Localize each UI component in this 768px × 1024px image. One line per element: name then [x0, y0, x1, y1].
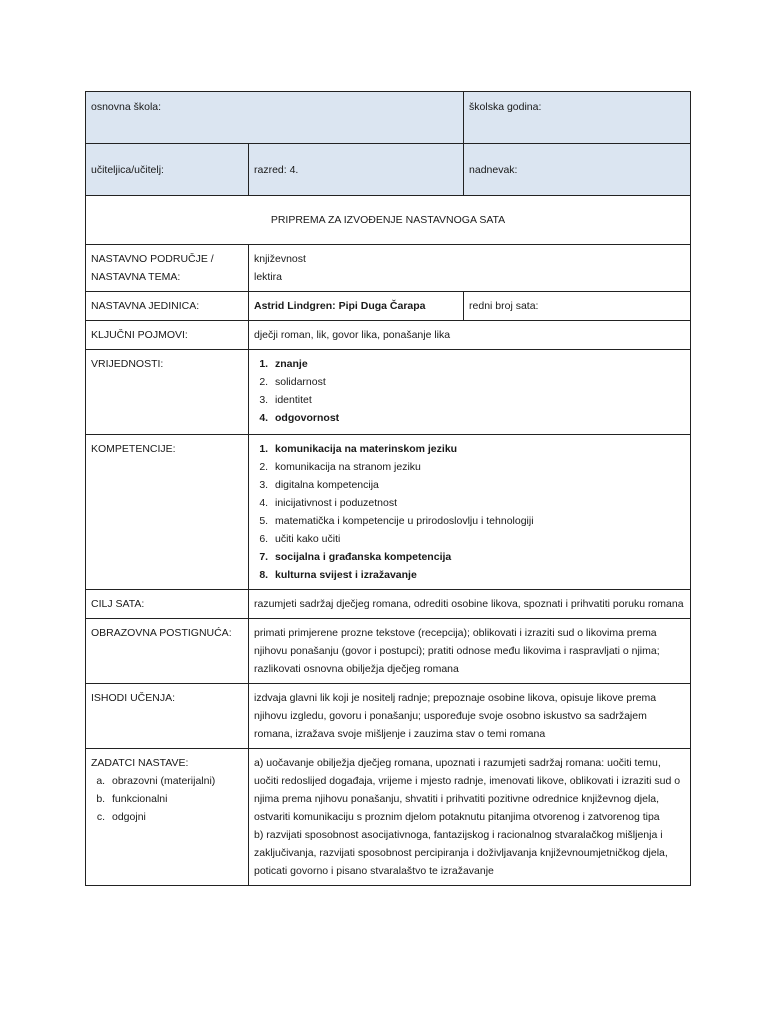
competences-list [254, 440, 685, 584]
tasks-value-a: a) uočavanje obilježja dječjeg romana, upoznati i razumjeti sadržaj romana: uočiti temu, uočiti redoslijed događaja, vrijeme i mjesto radnje, imenovati likove, oblikovati i izraziti sud o njima prema njihovu ponašanju, shvatiti i prihvatiti pozitivne odrednice književnog djela, ostvariti komunikaciju s proznim djelom potaknutu pitanjima otvorenog i zatvorenog tipa [254, 757, 681, 823]
school-label: osnovna škola: [91, 101, 162, 113]
date-cell [464, 144, 691, 196]
outcomes-value: izdvaja glavni lik koji je nositelj radnje; prepoznaje osobine likova, opisuje likove prema njihovu izgledu, govoru i ponašanju; uspoređuje svoje osobno iskustvo sa sadržajem romana, izražava svoje mišljenje i zauzima stav o temi romana [249, 684, 691, 749]
row-tasks [86, 749, 691, 886]
values-list-cell [249, 350, 691, 435]
date-label: nadnevak: [469, 164, 518, 176]
year-cell [464, 92, 691, 144]
list-item: 8. kulturna svijest i izražavanje [271, 566, 685, 584]
list-item: c. odgojni [108, 808, 243, 826]
row-unit [86, 292, 691, 321]
year-label: školska godina: [469, 101, 542, 113]
goal-label: CILJ SATA: [86, 590, 249, 619]
outcomes-label: ISHODI UČENJA: [86, 684, 249, 749]
list-item: 3. digitalna kompetencija [271, 476, 685, 494]
list-item: 1. znanje [271, 355, 685, 373]
list-item: 3. identitet [271, 391, 685, 409]
concepts-value: dječji roman, lik, govor lika, ponašanje lika [249, 321, 691, 350]
teacher-cell [86, 144, 249, 196]
list-item: 4. odgovornost [271, 409, 685, 427]
list-item: 1. komunikacija na materinskom jeziku [271, 440, 685, 458]
competences-label: KOMPETENCIJE: [86, 435, 249, 590]
row-area [86, 245, 691, 292]
grade-label: razred: 4. [254, 164, 299, 176]
unit-value: Astrid Lindgren: Pipi Duga Čarapa [249, 292, 464, 321]
area-value-2: lektira [254, 271, 283, 283]
unit-label: NASTAVNA JEDINICA: [86, 292, 249, 321]
achievements-label: OBRAZOVNA POSTIGNUĆA: [86, 619, 249, 684]
row-concepts [86, 321, 691, 350]
list-item: 2. komunikacija na stranom jeziku [271, 458, 685, 476]
row-goal [86, 590, 691, 619]
list-item: 4. inicijativnost i poduzetnost [271, 494, 685, 512]
tasks-value-b: b) razvijati sposobnost asocijativnoga, fantazijskog i racionalnog stvaralačkog mišljenja i zaključivanja, razvijati sposobnost percipiranja i doživljavanja književnoumjetničkog djela, poticati govorno i pisano stvaralaštvo te izražavanje [254, 829, 668, 877]
header-row-school [86, 92, 691, 144]
goal-value: razumjeti sadržaj dječjeg romana, odrediti osobine likova, spoznati i prihvatiti poruku romana [249, 590, 691, 619]
competences-list-cell [249, 435, 691, 590]
list-item: 6. učiti kako učiti [271, 530, 685, 548]
area-label-1: NASTAVNO PODRUČJE / [91, 253, 214, 265]
school-cell [86, 92, 464, 144]
title-row [86, 196, 691, 245]
tasks-label-cell [86, 749, 249, 886]
list-item: b. funkcionalni [108, 790, 243, 808]
order-label: redni broj sata: [464, 292, 691, 321]
area-value-cell [249, 245, 691, 292]
tasks-type-list [91, 772, 243, 826]
values-list [254, 355, 685, 427]
achievements-value: primati primjerene prozne tekstove (recepcija); oblikovati i izraziti sud o likovima prema njihovu ponašanju (govor i postupci); pratiti odnose među likovima i raspravljati o njima; razlikovati osnovna obilježja dječjeg romana [249, 619, 691, 684]
tasks-value-cell [249, 749, 691, 886]
list-item: 7. socijalna i građanska kompetencija [271, 548, 685, 566]
concepts-label: KLJUČNI POJMOVI: [86, 321, 249, 350]
list-item: a. obrazovni (materijalni) [108, 772, 243, 790]
row-outcomes [86, 684, 691, 749]
tasks-label: ZADATCI NASTAVE: [91, 757, 189, 769]
list-item: 5. matematička i kompetencije u prirodoslovlju i tehnologiji [271, 512, 685, 530]
lesson-plan-table [85, 91, 691, 886]
list-item: 2. solidarnost [271, 373, 685, 391]
document-title: PRIPREMA ZA IZVOĐENJE NASTAVNOGA SATA [86, 196, 691, 245]
row-values [86, 350, 691, 435]
row-competences [86, 435, 691, 590]
area-label-cell [86, 245, 249, 292]
values-label: VRIJEDNOSTI: [86, 350, 249, 435]
teacher-label: učiteljica/učitelj: [91, 164, 164, 176]
row-achievements [86, 619, 691, 684]
header-row-teacher [86, 144, 691, 196]
area-label-2: NASTAVNA TEMA: [91, 271, 181, 283]
grade-cell [249, 144, 464, 196]
area-value-1: književnost [254, 253, 306, 265]
